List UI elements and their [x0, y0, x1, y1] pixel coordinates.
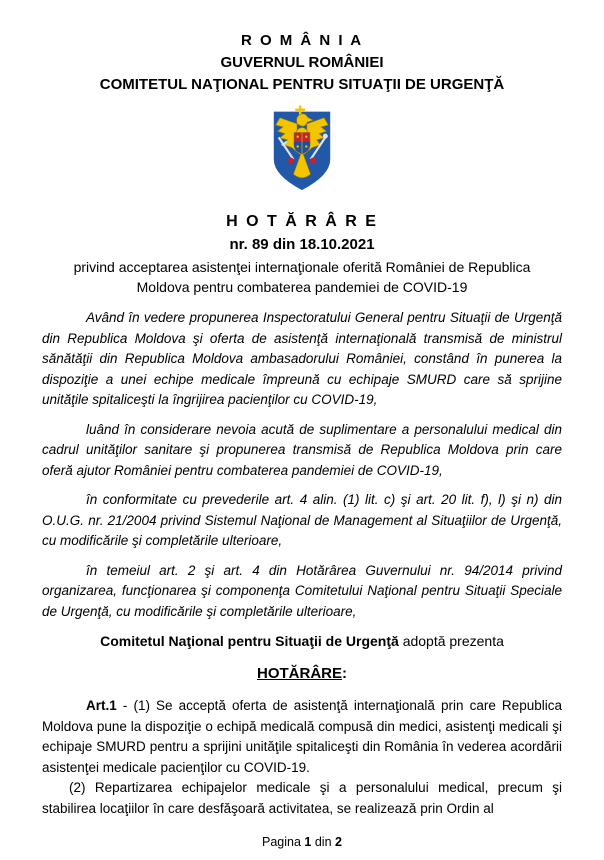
- romanian-coat-of-arms-icon: [265, 103, 339, 195]
- decision-heading: [42, 665, 562, 682]
- article-1-paragraph-1: [42, 696, 562, 778]
- preamble: [42, 308, 562, 622]
- adoption-suffix: adoptă prezenta: [402, 633, 504, 649]
- decision-subtitle-line1: privind acceptarea asistenţei internaţionale oferită României de Republica: [73, 259, 531, 275]
- article-1-paragraph-1-text: (1) Se acceptă oferta de asistenţă internaţională prin care Republica Moldova pune la dispoziţie o echipă medicală compusă din medici, asistenţi medicali şi echipaje SMURD pentru a sprijini unităţile spitaliceşti din România în vederea acordării asistenţei medicale pacienţilor cu COVID-19.: [42, 698, 562, 775]
- preamble-paragraph-3: în conformitate cu prevederile art. 4 alin. (1) lit. c) şi art. 20 lit. f), l) şi n) din O.U.G. nr. 21/2004 privind Sistemul Naţional de Management al Situaţiilor de Urgenţă, cu modificările şi completările ulterioare,: [42, 492, 562, 548]
- header-committee: COMITETUL NAŢIONAL PENTRU SITUAŢII DE URGENŢĂ: [99, 76, 505, 93]
- preamble-paragraph-2: luând în considerare nevoia acută de suplimentare a personalului medical din cadrul unităţilor sanitare şi propunerea transmisă de Republica Moldova prin care oferă ajutor României pentru combaterea pandemiei de COVID-19,: [42, 421, 562, 478]
- adoption-committee-name: Comitetul Naţional pentru Situaţii de Urgenţă: [100, 633, 399, 649]
- footer-page-number: 1: [304, 835, 312, 849]
- chest-shield: [294, 132, 310, 153]
- article-1-label: Art.1: [86, 698, 117, 713]
- preamble-paragraph-1: Având în vedere propunerea Inspectoratului General pentru Situaţii de Urgenţă din Republica Moldova şi oferta de asistenţă internaţională transmisă de ministrul sănătăţii din Republica Moldova ambasadorului României, constând în punerea la dispoziţie a unei echipe medicale împreună cu echipaje SMURD care să sprijine unităţile spitaliceşti la îngrijirea pacienţilor cu COVID-19,: [42, 310, 562, 407]
- footer-prefix: Pagina: [262, 835, 301, 849]
- decision-subtitle: [42, 257, 562, 297]
- page-footer: [0, 835, 604, 849]
- document-header: [42, 30, 562, 96]
- decision-title: H O T Ă R Â R E: [226, 213, 378, 230]
- header-government: GUVERNUL ROMÂNIEI: [220, 54, 384, 71]
- preamble-paragraph-4: în temeiul art. 2 şi art. 4 din Hotărârea Guvernului nr. 94/2014 privind organizarea, funcţionarea şi componenţa Comitetului Naţional pentru Situaţii Speciale de Urgenţă, cu modificările şi completările ulterioare,: [42, 562, 562, 619]
- articles: [42, 696, 562, 819]
- decision-subtitle-line2: Moldova pentru combaterea pandemiei de COVID-19: [136, 279, 468, 295]
- decision-heading-word: HOTĂRÂRE: [257, 665, 342, 682]
- article-1-paragraph-2: (2) Repartizarea echipajelor medicale şi a personalului medical, precum şi stabilirea locaţiilor în care desfăşoară activitatea, se realizează prin Ordin al: [42, 780, 562, 816]
- article-1-separator: -: [122, 698, 128, 713]
- decision-number: nr. 89 din 18.10.2021: [229, 236, 375, 253]
- title-block: [42, 213, 562, 297]
- decision-heading-colon: :: [342, 665, 347, 682]
- footer-total-pages: 2: [335, 835, 342, 849]
- adoption-line: [42, 633, 562, 649]
- footer-separator: din: [314, 835, 332, 849]
- header-country: R O M Â N I A: [240, 32, 364, 49]
